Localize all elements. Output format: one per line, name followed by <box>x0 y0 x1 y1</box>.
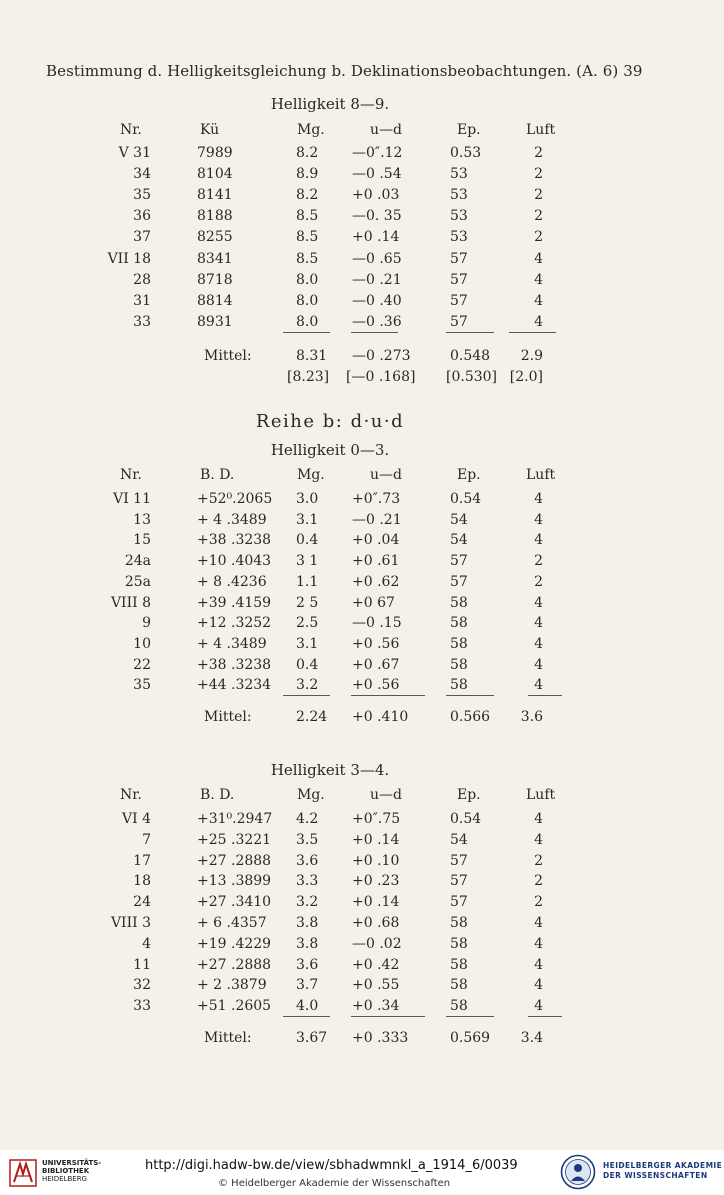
cell-ep: 58 <box>450 594 468 611</box>
cell-mg: 3 1 <box>296 553 319 570</box>
cell-mg: 1.1 <box>296 573 319 590</box>
cell-u-d: +0 .61 <box>352 553 400 570</box>
header-luft: Luft <box>526 122 556 138</box>
academy-line-1: HEIDELBERGER AKADEMIE <box>603 1161 723 1170</box>
sum-rule <box>351 1016 425 1017</box>
header-u-d: u—d <box>370 467 402 483</box>
cell-ep: 57 <box>450 873 468 890</box>
sum-rule <box>509 332 556 333</box>
table-row <box>0 312 724 332</box>
cell-mg: 8.0 <box>296 313 319 330</box>
mittel-ep: 0.548 <box>450 347 491 364</box>
cell-luft: 4 <box>534 977 543 994</box>
mittel-luft: 2.9 <box>520 347 543 364</box>
cell-u-d: +0 .34 <box>352 998 400 1015</box>
cell-ep: 58 <box>450 935 468 952</box>
mittel-luft: 3.4 <box>520 1030 543 1047</box>
cell-ep: 58 <box>450 635 468 652</box>
cell-u-d: —0 .02 <box>352 935 402 952</box>
cell-luft: 2 <box>534 553 543 570</box>
cell-mg: 3.7 <box>296 977 319 994</box>
table-row <box>0 955 724 975</box>
cell-nr: 36 <box>133 208 151 225</box>
sum-rule <box>283 695 330 696</box>
cell-luft: 2 <box>534 145 543 161</box>
cell-u-d: +0 .56 <box>352 635 400 652</box>
cell-id: + 2 .3879 <box>197 977 267 994</box>
table-row <box>0 164 724 184</box>
table-row <box>0 851 724 871</box>
cell-luft: 2 <box>534 187 543 204</box>
cell-id: 8188 <box>197 208 233 225</box>
section-title: Helligkeit 3—4. <box>270 761 390 779</box>
cell-mg: 8.5 <box>296 208 319 225</box>
cell-nr: 11 <box>133 956 151 973</box>
cell-nr: 31 <box>133 292 151 309</box>
table-row <box>0 249 724 269</box>
cell-luft: 4 <box>534 998 543 1015</box>
table-row <box>0 489 724 509</box>
cell-nr: 25a <box>124 573 151 590</box>
table-row <box>0 593 724 613</box>
cell-mg: 3.2 <box>296 894 319 911</box>
cell-u-d: +0 .67 <box>352 656 400 673</box>
table-row <box>0 655 724 675</box>
cell-u-d: +0 .23 <box>352 873 400 890</box>
header-mg: Mg. <box>297 467 325 483</box>
cell-id: + 4 .3489 <box>197 635 267 652</box>
header-u-d: u—d <box>370 787 402 803</box>
cell-id: +39 .4159 <box>197 594 272 611</box>
permalink-url[interactable]: http://digi.hadw-bw.de/view/sbhadwmnkl_a_1914_6/0039 <box>145 1158 518 1173</box>
cell-ep: 0.54 <box>450 491 482 507</box>
cell-u-d: +0 67 <box>352 594 395 611</box>
table-row <box>0 551 724 571</box>
cell-id: +10 .4043 <box>197 553 272 570</box>
sum-rule <box>351 695 425 696</box>
cell-mg: 3.3 <box>296 873 319 890</box>
cell-ep: 57 <box>450 852 468 869</box>
cell-nr: 24 <box>133 894 151 911</box>
cell-id: +25 .3221 <box>197 831 272 848</box>
cell-mg: 8.5 <box>296 250 319 267</box>
academy-name <box>603 1161 722 1181</box>
cell-nr: 18 <box>133 873 151 890</box>
cell-luft: 2 <box>534 229 543 246</box>
cell-ep: 58 <box>450 915 468 931</box>
cell-ep: 58 <box>450 656 468 673</box>
table-row <box>0 675 724 695</box>
table-row <box>0 913 724 933</box>
mittel-luft: 3.6 <box>520 709 543 726</box>
cell-ep: 57 <box>450 292 468 309</box>
mittel-u-d: +0 .333 <box>352 1030 409 1047</box>
cell-u-d: +0″.75 <box>352 811 401 827</box>
bracket-u-d: [—0 .168] <box>346 368 416 385</box>
cell-id: +27 .2888 <box>197 956 272 973</box>
cell-id: 8141 <box>197 187 233 204</box>
cell-ep: 58 <box>450 998 468 1015</box>
sum-rule <box>283 332 330 333</box>
cell-u-d: +0 .56 <box>352 677 400 694</box>
cell-mg: 3.6 <box>296 852 319 869</box>
cell-ep: 58 <box>450 956 468 973</box>
cell-luft: 2 <box>534 573 543 590</box>
cell-luft: 4 <box>534 656 543 673</box>
cell-u-d: +0″.73 <box>352 491 401 507</box>
cell-u-d: —0 .21 <box>352 511 402 528</box>
mittel-row <box>0 1028 724 1048</box>
cell-id: + 6 .4357 <box>197 915 267 931</box>
mittel-label: Mittel: <box>204 347 252 364</box>
cell-nr: 35 <box>133 677 151 694</box>
cell-ep: 57 <box>450 553 468 570</box>
header-ep: Ep. <box>457 122 481 138</box>
cell-nr: 13 <box>133 511 151 528</box>
mittel-row <box>0 707 724 727</box>
cell-luft: 4 <box>534 915 543 931</box>
header-u-d: u—d <box>370 122 402 138</box>
table-row <box>0 996 724 1016</box>
table-row <box>0 830 724 850</box>
cell-nr: 17 <box>133 852 151 869</box>
cell-mg: 3.1 <box>296 511 319 528</box>
cell-luft: 2 <box>534 166 543 183</box>
cell-luft: 4 <box>534 831 543 848</box>
mittel-ep: 0.566 <box>450 709 491 726</box>
mittel-ep: 0.569 <box>450 1030 491 1047</box>
cell-mg: 8.2 <box>296 187 319 204</box>
sum-rule <box>446 695 494 696</box>
cell-ep: 58 <box>450 977 468 994</box>
table-row <box>0 291 724 311</box>
table-row <box>0 206 724 226</box>
cell-luft: 2 <box>534 208 543 225</box>
cell-mg: 3.8 <box>296 915 319 931</box>
cell-ep: 53 <box>450 229 468 246</box>
ub-line-2: BIBLIOTHEK <box>42 1167 90 1175</box>
cell-id: +44 .3234 <box>197 677 272 694</box>
cell-luft: 4 <box>534 594 543 611</box>
section-title: Helligkeit 0—3. <box>270 441 390 459</box>
cell-luft: 4 <box>534 511 543 528</box>
cell-id: + 4 .3489 <box>197 511 267 528</box>
bracket-row <box>0 367 724 387</box>
cell-nr: 15 <box>133 532 151 549</box>
header-id: Kü <box>200 122 220 138</box>
table-row <box>0 634 724 654</box>
cell-u-d: —0. 35 <box>352 208 402 225</box>
cell-u-d: +0 .68 <box>352 915 400 931</box>
sum-rule <box>528 695 562 696</box>
bracket-luft: [2.0] <box>509 368 543 385</box>
cell-nr: 28 <box>133 271 151 288</box>
cell-u-d: +0 .14 <box>352 831 400 848</box>
cell-id: +12 .3252 <box>197 615 272 632</box>
cell-mg: 0.4 <box>296 532 319 549</box>
cell-nr: V 31 <box>118 145 151 161</box>
cell-id: +19 .4229 <box>197 935 272 952</box>
table-row <box>0 530 724 550</box>
reihe-title: Reihe b: d·u·d <box>255 411 405 432</box>
cell-luft: 2 <box>534 873 543 890</box>
cell-id: +38 .3238 <box>197 532 272 549</box>
cell-luft: 4 <box>534 491 543 507</box>
cell-mg: 0.4 <box>296 656 319 673</box>
cell-ep: 54 <box>450 532 468 549</box>
header-ep: Ep. <box>457 787 481 803</box>
cell-luft: 4 <box>534 615 543 632</box>
header-nr: Nr. <box>120 787 142 803</box>
cell-nr: 9 <box>142 615 151 632</box>
cell-ep: 57 <box>450 894 468 911</box>
header-nr: Nr. <box>120 122 142 138</box>
table-row <box>0 975 724 995</box>
cell-ep: 53 <box>450 187 468 204</box>
cell-ep: 53 <box>450 166 468 183</box>
cell-luft: 4 <box>534 292 543 309</box>
cell-luft: 2 <box>534 852 543 869</box>
cell-id: 8718 <box>197 271 233 288</box>
cell-ep: 53 <box>450 208 468 225</box>
table-row <box>0 185 724 205</box>
cell-mg: 2.5 <box>296 615 319 632</box>
header-nr: Nr. <box>120 467 142 483</box>
cell-id: +31⁰.2947 <box>197 811 273 827</box>
mittel-mg: 3.67 <box>296 1030 328 1047</box>
cell-u-d: —0 .65 <box>352 250 402 267</box>
cell-nr: 7 <box>142 831 151 848</box>
cell-mg: 8.0 <box>296 271 319 288</box>
header-luft: Luft <box>526 787 556 803</box>
cell-nr: 33 <box>133 998 151 1015</box>
cell-id: + 8 .4236 <box>197 573 267 590</box>
university-library-logo-icon <box>8 1158 38 1188</box>
sum-rule <box>528 1016 562 1017</box>
cell-nr: 24a <box>124 553 151 570</box>
cell-u-d: +0 .10 <box>352 852 400 869</box>
cell-ep: 57 <box>450 271 468 288</box>
cell-nr: 4 <box>142 935 151 952</box>
cell-nr: 10 <box>133 635 151 652</box>
cell-luft: 4 <box>534 677 543 694</box>
cell-u-d: +0 .42 <box>352 956 400 973</box>
running-head: Bestimmung d. Helligkeitsgleichung b. Deklinationsbeobachtungen. (A. 6) 39 <box>46 62 643 80</box>
cell-nr: 22 <box>133 656 151 673</box>
cell-id: +27 .2888 <box>197 852 272 869</box>
cell-u-d: —0 .15 <box>352 615 402 632</box>
mittel-label: Mittel: <box>204 709 252 726</box>
cell-id: +27 .3410 <box>197 894 272 911</box>
cell-mg: 4.2 <box>296 811 319 827</box>
cell-mg: 8.5 <box>296 229 319 246</box>
cell-id: +13 .3899 <box>197 873 272 890</box>
cell-nr: VIII 8 <box>110 594 151 611</box>
cell-id: 8814 <box>197 292 233 309</box>
copyright-notice: © Heidelberger Akademie der Wissenschaften <box>218 1178 451 1189</box>
cell-u-d: +0 .62 <box>352 573 400 590</box>
cell-nr: VII 18 <box>107 250 151 267</box>
cell-ep: 54 <box>450 511 468 528</box>
mittel-mg: 8.31 <box>296 347 328 364</box>
cell-nr: 32 <box>133 977 151 994</box>
cell-mg: 8.0 <box>296 292 319 309</box>
cell-mg: 8.2 <box>296 145 319 161</box>
table-row <box>0 227 724 247</box>
cell-u-d: +0 .55 <box>352 977 400 994</box>
cell-ep: 57 <box>450 250 468 267</box>
sum-rule <box>351 332 398 333</box>
bracket-ep: [0.530] <box>446 368 498 385</box>
table-row <box>0 572 724 592</box>
cell-ep: 0.54 <box>450 811 482 827</box>
cell-mg: 3.5 <box>296 831 319 848</box>
cell-id: +38 .3238 <box>197 656 272 673</box>
table-row <box>0 143 724 163</box>
table-row <box>0 510 724 530</box>
bracket-mg: [8.23] <box>287 368 330 385</box>
table-header <box>0 465 724 485</box>
cell-luft: 4 <box>534 313 543 330</box>
sum-rule <box>446 1016 494 1017</box>
cell-u-d: —0 .36 <box>352 313 402 330</box>
cell-id: +51 .2605 <box>197 998 272 1015</box>
cell-luft: 4 <box>534 250 543 267</box>
sum-rule <box>446 332 494 333</box>
table-header <box>0 120 724 140</box>
cell-nr: VI 4 <box>122 811 151 827</box>
cell-ep: 0.53 <box>450 145 482 161</box>
cell-ep: 57 <box>450 573 468 590</box>
cell-mg: 3.1 <box>296 635 319 652</box>
cell-u-d: +0 .03 <box>352 187 400 204</box>
cell-nr: VI 11 <box>113 491 151 507</box>
academy-line-2: DER WISSENSCHAFTEN <box>603 1171 708 1180</box>
mittel-u-d: —0 .273 <box>352 347 411 364</box>
mittel-row <box>0 346 724 366</box>
header-mg: Mg. <box>297 787 325 803</box>
cell-mg: 2 5 <box>296 594 319 611</box>
footer-bar <box>0 1150 724 1195</box>
cell-mg: 3.8 <box>296 935 319 952</box>
table-row <box>0 613 724 633</box>
academy-seal-icon <box>560 1154 596 1190</box>
cell-u-d: +0 .14 <box>352 229 400 246</box>
cell-luft: 4 <box>534 956 543 973</box>
cell-mg: 3.0 <box>296 491 319 507</box>
cell-mg: 3.2 <box>296 677 319 694</box>
table-header <box>0 785 724 805</box>
cell-luft: 4 <box>534 271 543 288</box>
header-mg: Mg. <box>297 122 325 138</box>
cell-luft: 4 <box>534 811 543 827</box>
header-luft: Luft <box>526 467 556 483</box>
cell-nr: 37 <box>133 229 151 246</box>
cell-nr: 33 <box>133 313 151 330</box>
cell-luft: 4 <box>534 935 543 952</box>
sum-rule <box>283 1016 330 1017</box>
ub-line-1: UNIVERSITÄTS- <box>42 1159 102 1167</box>
cell-id: 8104 <box>197 166 233 183</box>
cell-luft: 4 <box>534 532 543 549</box>
header-ep: Ep. <box>457 467 481 483</box>
table-row <box>0 892 724 912</box>
table-row <box>0 934 724 954</box>
cell-u-d: —0 .54 <box>352 166 402 183</box>
cell-id: 8341 <box>197 250 233 267</box>
cell-mg: 4.0 <box>296 998 319 1015</box>
cell-mg: 3.6 <box>296 956 319 973</box>
table-row <box>0 270 724 290</box>
cell-id: 7989 <box>197 145 233 161</box>
ub-line-3: HEIDELBERG <box>42 1175 87 1183</box>
cell-mg: 8.9 <box>296 166 319 183</box>
cell-u-d: +0 .04 <box>352 532 400 549</box>
table-row <box>0 871 724 891</box>
cell-u-d: +0 .14 <box>352 894 400 911</box>
table-row <box>0 809 724 829</box>
cell-luft: 4 <box>534 635 543 652</box>
university-library-name <box>42 1159 101 1183</box>
header-id: B. D. <box>200 467 235 483</box>
cell-nr: 34 <box>133 166 151 183</box>
cell-luft: 2 <box>534 894 543 911</box>
cell-nr: 35 <box>133 187 151 204</box>
mittel-u-d: +0 .410 <box>352 709 409 726</box>
section-title: Helligkeit 8—9. <box>270 95 390 113</box>
cell-u-d: —0″.12 <box>352 145 403 161</box>
cell-u-d: —0 .40 <box>352 292 402 309</box>
mittel-mg: 2.24 <box>296 709 328 726</box>
cell-ep: 58 <box>450 615 468 632</box>
cell-nr: VIII 3 <box>110 915 151 931</box>
cell-id: 8931 <box>197 313 233 330</box>
cell-ep: 54 <box>450 831 468 848</box>
mittel-label: Mittel: <box>204 1030 252 1047</box>
cell-u-d: —0 .21 <box>352 271 402 288</box>
header-id: B. D. <box>200 787 235 803</box>
cell-ep: 57 <box>450 313 468 330</box>
cell-id: 8255 <box>197 229 233 246</box>
cell-id: +52⁰.2065 <box>197 491 273 507</box>
cell-ep: 58 <box>450 677 468 694</box>
